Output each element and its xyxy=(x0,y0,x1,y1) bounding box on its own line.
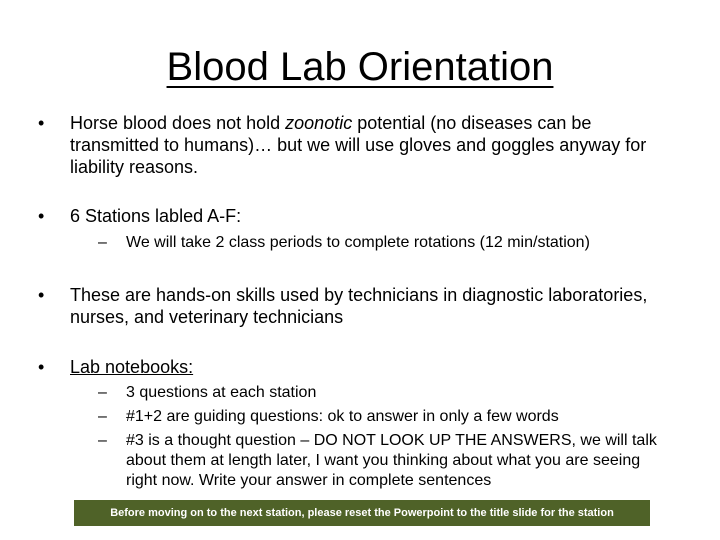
bullet-text xyxy=(70,112,678,178)
bullet-zoonotic xyxy=(38,112,678,178)
bullet-marker: • xyxy=(38,357,45,377)
bullet-hands-on xyxy=(38,284,678,328)
reset-reminder-banner: Before moving on to the next station, please reset the Powerpoint to the title slide for the station xyxy=(74,500,650,526)
bullet-marker: • xyxy=(38,285,45,305)
slide-title-text: Blood Lab Orientation xyxy=(166,45,554,89)
bullet-notebooks xyxy=(38,356,678,378)
sub-bullet-marker: – xyxy=(98,432,107,449)
bullet-text: These are hands-on skills used by technicians in diagnostic laboratories, nurses, and veterinary technicians xyxy=(70,285,648,327)
sub-bullet-marker: – xyxy=(98,234,107,251)
sub-bullet-text: #3 is a thought question – DO NOT LOOK UP THE ANSWERS, we will talk about them at length later, I want you thinking about what you are seeing right now. Write your answer in complete sentences xyxy=(126,432,657,489)
sub-bullet-text: We will take 2 class periods to complete rotations (12 min/station) xyxy=(126,234,590,251)
sub-bullet-text: 3 questions at each station xyxy=(126,384,317,401)
sub-bullet-rotations xyxy=(98,233,658,253)
bullet-text: Lab notebooks: xyxy=(70,357,194,377)
sub-bullet-marker: – xyxy=(98,408,107,425)
bullet-stations xyxy=(38,205,678,227)
slide-title xyxy=(0,42,720,92)
sub-bullet-questions xyxy=(98,383,658,403)
sub-bullet-guiding xyxy=(98,407,658,427)
bullet-text-italic: zoonotic xyxy=(285,113,353,133)
bullet-marker: • xyxy=(38,113,45,133)
sub-bullet-thought xyxy=(98,431,658,491)
bullet-text-post: potential (no diseases can be transmitted to humans)… but we will use gloves and goggles anyway for liability reasons. xyxy=(70,113,647,177)
bullet-text: 6 Stations labled A-F: xyxy=(70,206,242,226)
bullet-marker: • xyxy=(38,206,45,226)
sub-bullet-text: #1+2 are guiding questions: ok to answer in only a few words xyxy=(126,408,559,425)
sub-bullet-marker: – xyxy=(98,384,107,401)
bullet-text-pre: Horse blood does not hold xyxy=(70,113,286,133)
